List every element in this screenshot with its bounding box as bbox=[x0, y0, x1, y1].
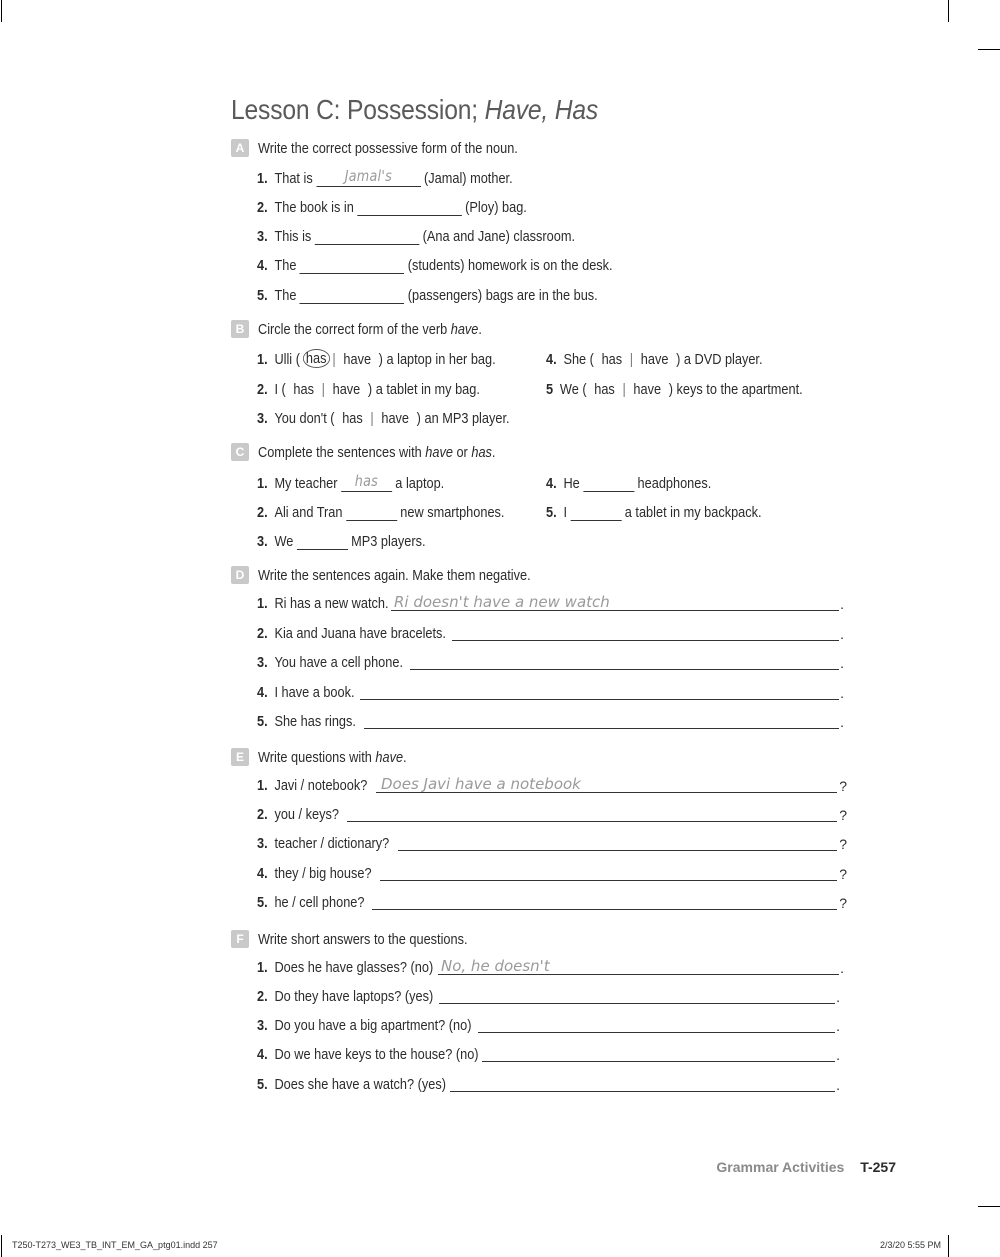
answer-blank[interactable]: Jamal's bbox=[316, 171, 421, 187]
answer-blank[interactable] bbox=[583, 476, 634, 492]
answer-blank[interactable] bbox=[346, 505, 397, 521]
answer-text: Does Javi have a notebook bbox=[381, 775, 581, 793]
answer-line[interactable] bbox=[452, 640, 839, 641]
choice-option[interactable]: have bbox=[381, 410, 410, 427]
exercise-item: 1. That is Jamal's (Jamal) mother. bbox=[257, 167, 513, 187]
exercise-item: 5. he / cell phone? ? bbox=[257, 894, 847, 911]
exercise-item: 4. The (students) homework is on the desk. bbox=[257, 257, 613, 274]
crop-mark bbox=[948, 0, 949, 22]
choice-option[interactable]: has bbox=[293, 381, 314, 398]
answer-blank[interactable] bbox=[315, 229, 420, 245]
section-f-header bbox=[231, 929, 505, 949]
print-slug-file: T250-T273_WE3_TB_INT_EM_GA_ptg01.indd 257 bbox=[12, 1240, 218, 1250]
exercise-item: 2. Do they have laptops? (yes) . bbox=[257, 988, 840, 1005]
exercise-item: 3. Do you have a big apartment? (no) . bbox=[257, 1017, 840, 1034]
choice-option[interactable]: has bbox=[342, 410, 363, 427]
section-instruction: Complete the sentences with have or has. bbox=[258, 443, 496, 461]
choice-option[interactable]: has bbox=[601, 351, 623, 368]
section-badge: D bbox=[231, 566, 249, 584]
exercise-item: 1. My teacher has a laptop. bbox=[257, 472, 445, 492]
section-badge: F bbox=[231, 930, 249, 948]
answer-line[interactable] bbox=[360, 699, 839, 700]
exercise-item: 4. He headphones. bbox=[546, 475, 712, 492]
exercise-item: 5. I a tablet in my backpack. bbox=[546, 504, 762, 521]
exercise-item: 2. Ali and Tran new smartphones. bbox=[257, 504, 505, 521]
answer-blank[interactable] bbox=[297, 534, 348, 550]
exercise-item: 1. Ri has a new watch. Ri doesn't have a new watch . bbox=[257, 593, 844, 612]
exercise-item: 1. Ulli ( has | have ) a laptop in her bag. bbox=[257, 350, 496, 368]
answer-line[interactable] bbox=[482, 1061, 835, 1062]
answer-line[interactable] bbox=[380, 880, 837, 881]
crop-mark bbox=[948, 1235, 949, 1257]
footer-section: Grammar Activities bbox=[716, 1159, 845, 1175]
print-slug-date: 2/3/20 5:55 PM bbox=[880, 1240, 942, 1250]
choice-option[interactable]: has bbox=[594, 381, 615, 398]
section-a-header bbox=[231, 138, 564, 158]
circled-choice[interactable]: has bbox=[303, 349, 330, 368]
exercise-item: 2. I ( has | have ) a tablet in my bag. bbox=[257, 381, 480, 398]
page-title: Lesson C: Possession; Have, Has bbox=[231, 94, 599, 125]
exercise-item: 5. She has rings. . bbox=[257, 713, 844, 730]
page-footer bbox=[716, 1159, 896, 1175]
answer-blank[interactable] bbox=[570, 505, 621, 521]
section-d-header bbox=[231, 565, 579, 585]
crop-mark bbox=[1, 1235, 2, 1257]
section-instruction: Circle the correct form of the verb have. bbox=[258, 320, 482, 338]
exercise-item: 3. You don't ( has | have ) an MP3 player. bbox=[257, 410, 510, 427]
exercise-item: 3. We MP3 players. bbox=[257, 533, 426, 550]
exercise-item: 4. I have a book. . bbox=[257, 684, 844, 701]
section-b-header bbox=[231, 319, 521, 339]
exercise-item: 2. The book is in (Ploy) bag. bbox=[257, 199, 527, 216]
exercise-item: 5. The (passengers) bags are in the bus. bbox=[257, 287, 598, 304]
section-badge: C bbox=[231, 443, 249, 461]
exercise-item: 3. This is (Ana and Jane) classroom. bbox=[257, 228, 576, 245]
section-e-header bbox=[231, 747, 433, 767]
answer-text: Ri doesn't have a new watch bbox=[394, 593, 610, 611]
exercise-item: 2. Kia and Juana have bracelets. . bbox=[257, 625, 844, 642]
answer-blank[interactable] bbox=[300, 288, 405, 304]
exercise-item: 3. You have a cell phone. . bbox=[257, 654, 844, 671]
exercise-item: 3. teacher / dictionary? ? bbox=[257, 835, 847, 852]
exercise-item: 4. She ( has | have ) a DVD player. bbox=[546, 351, 763, 368]
choice-option[interactable]: have bbox=[332, 381, 361, 398]
answer-line[interactable] bbox=[347, 821, 837, 822]
answer-line[interactable] bbox=[398, 850, 837, 851]
answer-blank[interactable] bbox=[300, 258, 405, 274]
section-c-header bbox=[231, 442, 537, 462]
answer-line[interactable] bbox=[439, 1003, 835, 1004]
crop-mark bbox=[978, 1206, 1000, 1207]
crop-mark bbox=[1, 0, 2, 22]
crop-mark bbox=[978, 49, 1000, 50]
page-number: T-257 bbox=[860, 1159, 896, 1175]
exercise-item: 4. Do we have keys to the house? (no) . bbox=[257, 1046, 840, 1063]
answer-line[interactable] bbox=[372, 909, 837, 910]
section-instruction: Write short answers to the questions. bbox=[258, 930, 468, 948]
answer-line[interactable] bbox=[364, 728, 839, 729]
answer-blank[interactable]: has bbox=[341, 476, 392, 492]
answer-blank[interactable] bbox=[357, 200, 462, 216]
exercise-item: 5 We ( has | have ) keys to the apartment. bbox=[546, 381, 803, 398]
choice-option[interactable]: have bbox=[640, 351, 669, 368]
answer-line[interactable] bbox=[410, 669, 839, 670]
choice-option[interactable]: have bbox=[633, 381, 662, 398]
answer-text: No, he doesn't bbox=[441, 957, 550, 975]
section-badge: B bbox=[231, 320, 249, 338]
exercise-item: 1. Does he have glasses? (no) No, he doesn't . bbox=[257, 957, 844, 976]
section-instruction: Write questions with have. bbox=[258, 748, 407, 766]
section-instruction: Write the sentences again. Make them negative. bbox=[258, 566, 531, 584]
section-badge: A bbox=[231, 139, 249, 157]
answer-line[interactable] bbox=[478, 1032, 835, 1033]
section-badge: E bbox=[231, 748, 249, 766]
exercise-item: 1. Javi / notebook? Does Javi have a notebook ? bbox=[257, 775, 847, 794]
exercise-item: 5. Does she have a watch? (yes) . bbox=[257, 1076, 840, 1093]
exercise-item: 2. you / keys? ? bbox=[257, 806, 847, 823]
answer-line[interactable] bbox=[450, 1091, 835, 1092]
section-instruction: Write the correct possessive form of the noun. bbox=[258, 139, 518, 157]
exercise-item: 4. they / big house? ? bbox=[257, 865, 847, 882]
choice-option[interactable]: have bbox=[343, 351, 372, 368]
